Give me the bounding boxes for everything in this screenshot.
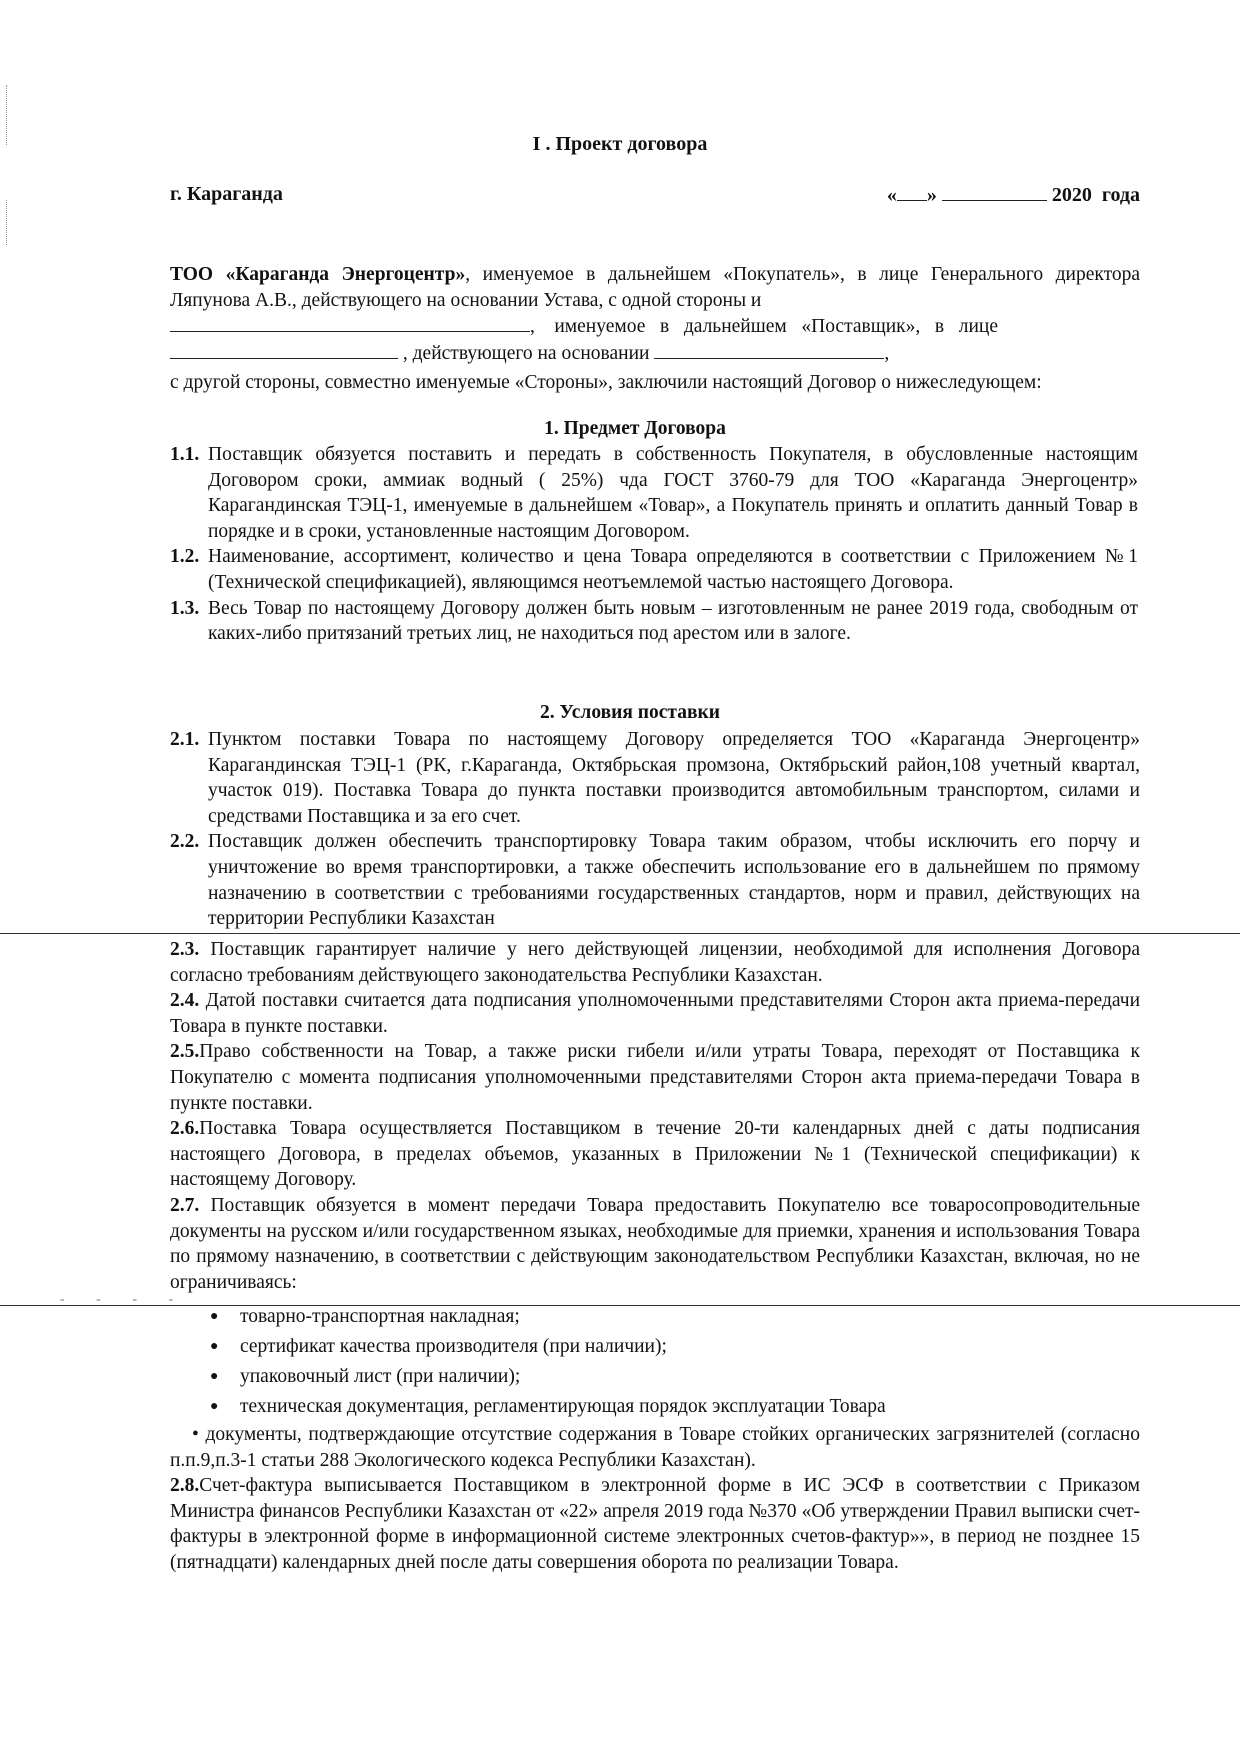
paragraph-text: Датой поставки считается дата подписания уполномоченными представителями Сторон акта приема-передачи Товара в пункте поставки. <box>170 990 1140 1037</box>
preamble-text: , именуемое в дальнейшем «Покупатель», в лице Генерального директора Ляпунова А.В., действующего на основании Устава, с одной стороны и <box>170 264 1141 311</box>
bullet-icon: ● <box>210 1339 219 1354</box>
document-title: I . Проект договора <box>532 133 708 155</box>
city: г. Караганда <box>170 183 283 205</box>
clause-text: Пунктом поставки Товара по настоящему Договору определяется ТОО «Караганда Энергоцентр» Карагандинская ТЭЦ-1 (РК, г.Караганда, Октябрьская промзона, Октябрьский район,108 учетный квартал, участок 019). Поставка Товара до пункта поставки производится автомобильным транспортом, силами и средствами Поставщика и за его счет. <box>208 729 1140 827</box>
parties-line: с другой стороны, совместно именуемые «Стороны», заключили настоящий Договор о нижеследующем: <box>170 372 1042 394</box>
list-item-text: товарно-транспортная накладная; <box>240 1306 520 1327</box>
list-item <box>170 1302 1140 1332</box>
paragraph-text: Счет-фактура выписывается Поставщиком в электронной форме в ИС ЭСФ в соответствии с Приказом Министра финансов Республики Казахстан от «22» апреля 2019 года №370 «Об утверждении Правил выписки счет-фактуры в электронной форме в информационной системе электронных счетов-фактур»», в период не позднее 15 (пятнадцати) календарных дней после даты совершения оборота по реализации Товара. <box>170 1475 1140 1573</box>
paragraph-2-8 <box>170 1473 1140 1575</box>
paragraph-text: Поставщик гарантирует наличие у него действующей лицензии, необходимой для исполнения Договора согласно требованиям действующего законодательства Республики Казахстан. <box>170 939 1140 986</box>
place-date-line <box>170 182 1140 210</box>
representative-blank <box>170 340 398 359</box>
supplier-name-blank <box>170 313 530 332</box>
list-item-text: сертификат качества производителя (при наличии); <box>240 1336 667 1357</box>
paragraph-2-6 <box>170 1116 1140 1193</box>
clause-number: 1.1. <box>170 444 200 465</box>
buyer-name: ТОО «Караганда Энергоцентр» <box>170 264 466 285</box>
paragraph-text: Поставщик обязуется в момент передачи Товара предоставить Покупателю все товаросопроводительные документы на русском и/или государственном языках, необходимые для приемки, хранения и использования Товара по прямому назначению, в соответствии с действующим законодательством Республики Казахстан, включая, но не ограничиваясь: <box>170 1194 1140 1293</box>
scan-page-seam <box>0 933 1240 934</box>
paragraph-2-5 <box>170 1039 1140 1116</box>
section-1-title: 1. Предмет Договора <box>544 418 726 439</box>
representative-comma: , <box>884 342 890 364</box>
clause-text: Наименование, ассортимент, количество и цена Товара определяются в соответствии с Приложением №1 (Технической спецификацией), являющимся неотъемлемой частью настоящего Договора. <box>208 546 1138 593</box>
bullet-icon: ● <box>210 1369 219 1384</box>
date-year: 2020 года <box>1051 184 1140 206</box>
supplier-line <box>170 313 1140 340</box>
bullet-icon: ● <box>210 1399 219 1414</box>
clause-1-1 <box>170 442 1138 544</box>
section-2-closing <box>170 1422 1140 1576</box>
clause-number: 2.1. <box>170 729 200 750</box>
section-2-paragraphs <box>170 937 1140 1295</box>
day-blank <box>897 182 927 201</box>
paragraph-number: 2.5. <box>170 1041 200 1063</box>
date-open-quote: « <box>886 184 897 206</box>
date-close-quote: » <box>926 184 937 206</box>
clause-text: Поставщик обязуется поставить и передать в собственность Покупателя, в обусловленные настоящим Договором сроки, аммиак водный ( 25%) чда ГОСТ 3760-79 для ТОО «Караганда Энергоцентр» Карагандинская ТЭЦ-1, именуемые в дальнейшем «Товар», а Покупатель принять и оплатить данный Товар в порядке и в сроки, установленные настоящим Договором. <box>208 444 1138 542</box>
section-2-title: 2. Условия поставки <box>540 702 720 723</box>
representative-text: , действующего на основании <box>402 342 650 364</box>
documents-bullets <box>170 1302 1140 1422</box>
paragraph-number: 2.4. <box>170 990 200 1012</box>
paragraph-2-3 <box>170 937 1140 988</box>
paragraph-number: 2.6. <box>170 1118 200 1140</box>
clause-text: Поставщик должен обеспечить транспортировку Товара таким образом, чтобы исключить его порчу и уничтожение во время транспортировки, а также обеспечить использование его в дальнейшем по прямому назначению в соответствии с требованиями государственных стандартов, норм и правил, действующих на территории Республики Казахстан <box>208 831 1140 930</box>
contract-date <box>887 182 1140 209</box>
paragraph-text: Право собственности на Товар, а также риски гибели и/или утраты Товара, переходят от Поставщика к Покупателю с момента подписания уполномоченными представителями Сторон акта приема-передачи Товара в пункте поставки. <box>170 1041 1140 1114</box>
section-1 <box>170 442 1138 647</box>
preamble-paragraph <box>170 262 1140 313</box>
paragraph-number: 2.7. <box>170 1194 200 1216</box>
clause-number: 1.2. <box>170 546 200 568</box>
list-item-text: упаковочный лист (при наличии); <box>240 1366 521 1387</box>
paragraph-number: 2.8. <box>170 1475 200 1497</box>
preamble <box>170 262 1140 396</box>
clause-number: 1.3. <box>170 597 200 619</box>
scan-margin-marks <box>6 200 10 245</box>
list-item <box>170 1332 1140 1362</box>
paragraph-text: Поставка Товара осуществляется Поставщиком в течение 20-ти календарных дней с даты подписания настоящего Договора, в пределах объемов, указанных в Приложении №1 (Технической спецификации) к настоящему Договору. <box>170 1118 1140 1191</box>
list-item <box>170 1392 1140 1422</box>
clause-number: 2.2. <box>170 831 200 853</box>
clause-1-2 <box>170 544 1138 595</box>
clause-1-3 <box>170 596 1138 647</box>
supplier-line-text: , именуемое в дальнейшем «Поставщик», в лице <box>530 316 998 338</box>
list-item-text: техническая документация, регламентирующая порядок эксплуатации Товара <box>240 1396 886 1417</box>
bullet-icon: ● <box>210 1309 219 1324</box>
representative-line <box>170 340 1140 367</box>
paragraph-number: 2.3. <box>170 939 200 960</box>
documents-list <box>170 1302 1140 1422</box>
clause-text: Весь Товар по настоящему Договору должен быть новым – изготовленным не ранее 2019 года, свободным от каких-либо притязаний третьих лиц, не находиться под арестом или в залоге. <box>208 597 1138 645</box>
pops-paragraph: • документы, подтверждающие отсутствие содержания в Товаре стойких органических загрязнителей (согласно п.п.9,п.3-1 статьи 288 Экологического кодекса Республики Казахстан). <box>170 1424 1140 1471</box>
scan-specks: - - - - <box>60 1292 188 1307</box>
paragraph-2-7 <box>170 1193 1140 1295</box>
list-item <box>170 1362 1140 1392</box>
basis-blank <box>654 340 884 359</box>
paragraph-2-4 <box>170 988 1140 1039</box>
section-2-clauses <box>170 727 1140 932</box>
clause-2-2 <box>170 829 1140 931</box>
month-blank <box>942 182 1047 201</box>
clause-2-1 <box>170 727 1140 829</box>
